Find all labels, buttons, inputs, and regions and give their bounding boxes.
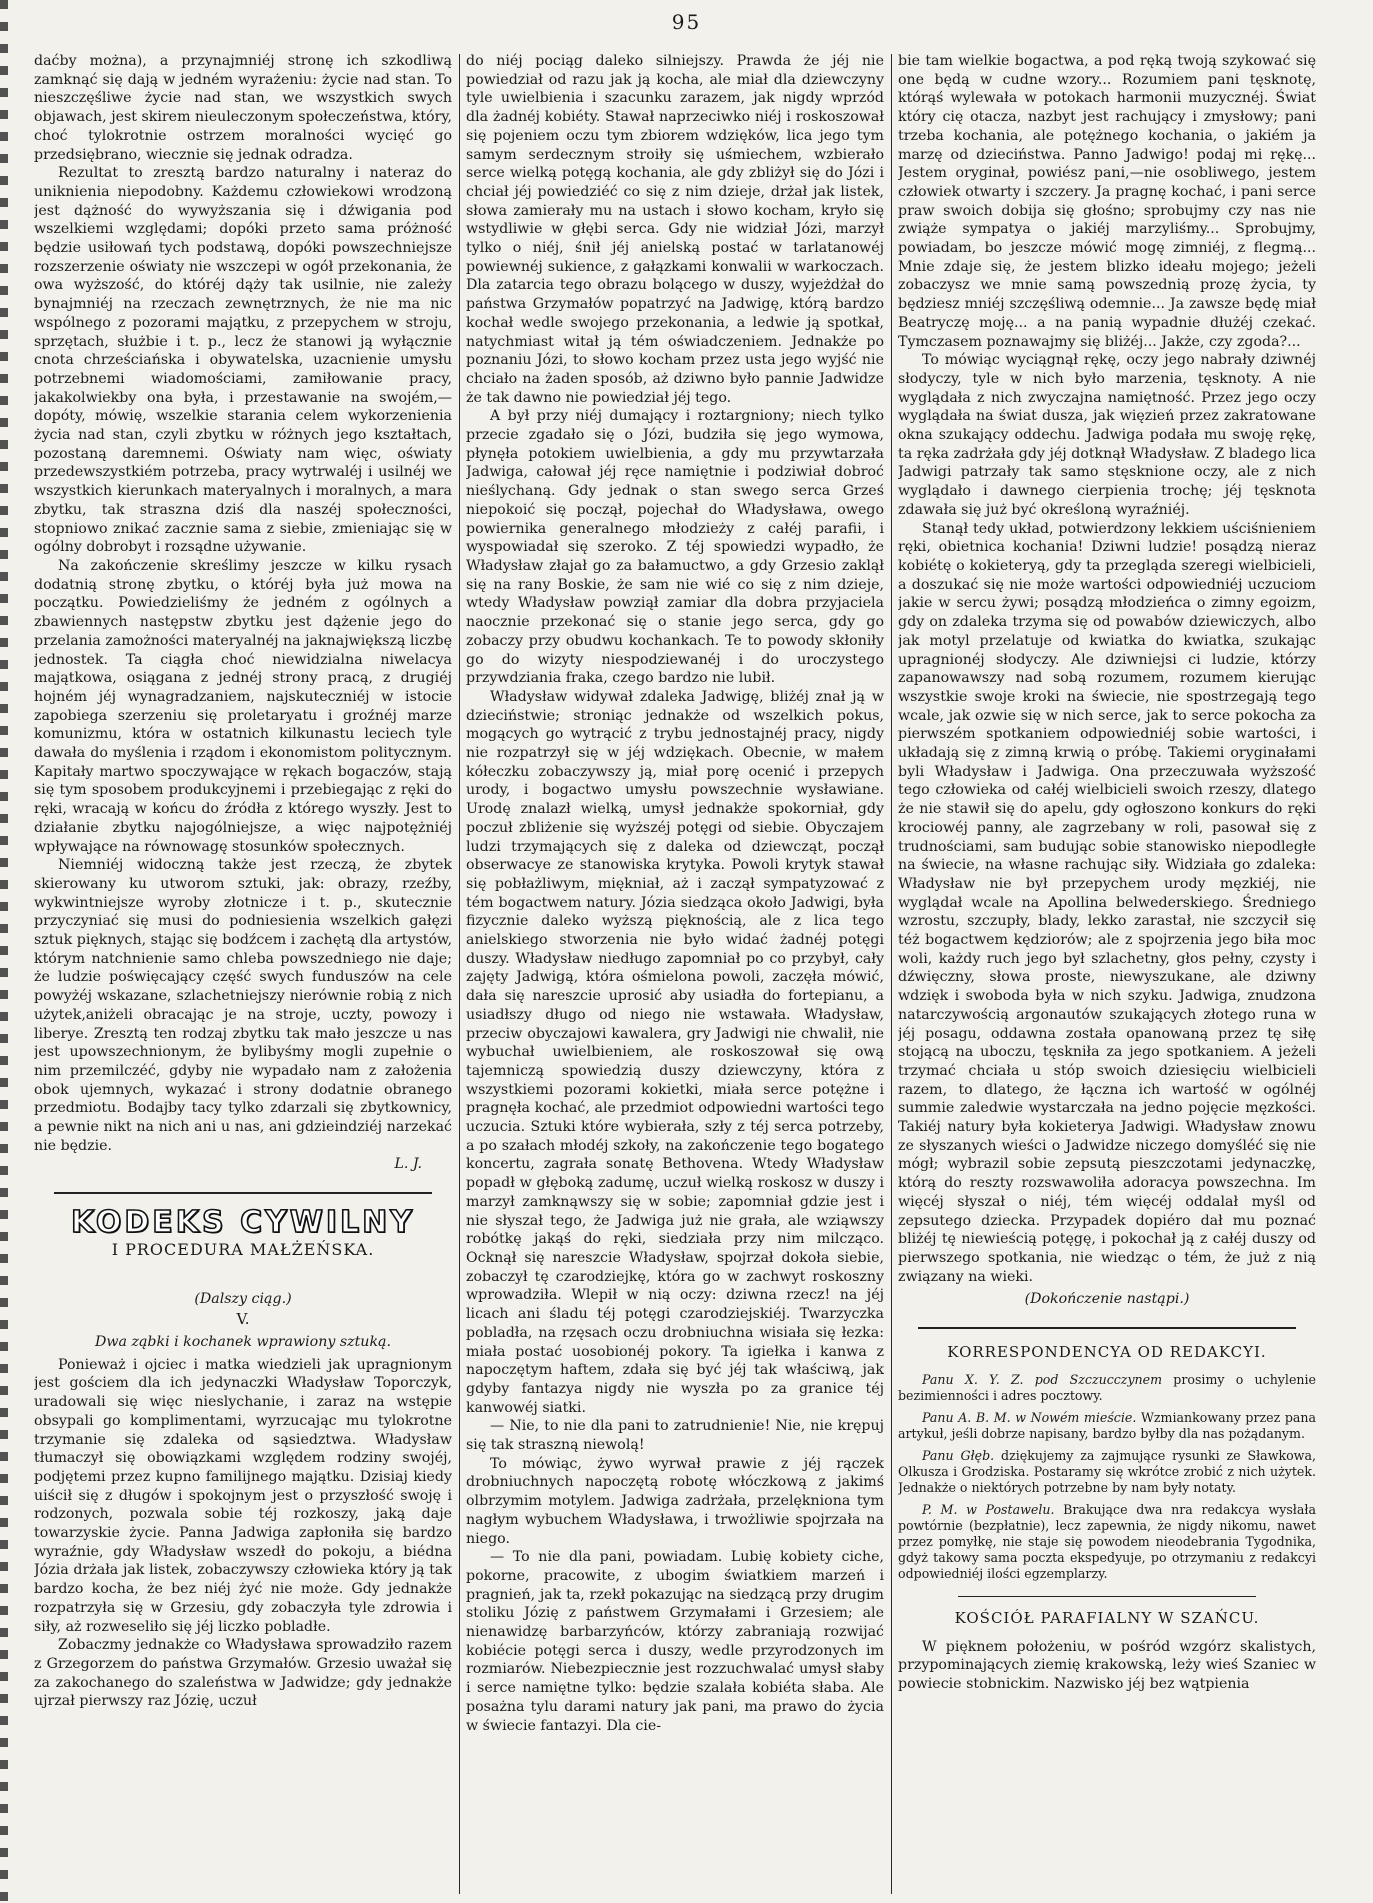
story-paragraph: Stanął tedy układ, potwierdzony lekkiem uściśnieniem ręki, obietnica kochania! Dziwni ludzie! posądzą nieraz kobiétę o kokieteryą, gdy ta przegląda szeregi wielbicieli, a doszukać się nie może wartości odpowiedniéj uczuciom jakie w sercu żywi; posądzą młodzieńca o zimny egoizm, gdy on zdaleka trzyma się od powabów dziewiczych, albo jak motyl przelatuje od kwiatka do kwiatka, szukając upragnionéj słodyczy. Ale dziwniejsi ci ludzie, którzy zapanowawszy nad sobą rozumem, rozumem kierując wszystkie swoje kroki na świecie, nie spostrzegają tego wcale, jak ozwie się w nich serce, jak to serce pokocha za pierwszém spotkaniem odpowiedniéj sobie wartości, i układają się z zimną krwią o próbę. Takiemi oryginałami byli Władysław i Jadwiga. Ona przeczuwała wyższość tego człowieka od całéj wielbicieli swoich rzeszy, dlatego że nie stawił się do apelu, gdy ogłoszono konkurs do ręki krociowéj panny, ale zagrzebany w roli, pasował się z trudnościami, sam budując sobie stanowisko niepodległe na świecie, na własne rachując siły. Widziała go zdaleka: Władysław nie był przepychem urody męzkiéj, nie wyglądał wcale na Apollina belwederskiego. Średniego wzrostu, szczupły, blady, lekko zarastał, nie szczycił się téż bogactwem kędziorów; ale z spojrzenia jego biła moc woli, każdy ruch jego był szlachetny, głos pełny, czysty i dźwięczny, słowa proste, niewyszukane, ale dziwny wdzięk i swoboda była w nich szyku. Jadwiga, znudzona natarczywością argonautów szukających złotego runa w jéj posagu, oddawna została opanowaną przez tę siłę stojącą na uboczu, tęskniła za jego spotkaniem. A jeżeli trzymać chciała u stóp swoich dziesięciu wielbicieli razem, to dlatego, że łączna ich wartość w ogólnéj summie zaledwie wystarczała na jedno pojęcie męzkości. Takiéj natury była kokieterya Jadwigi. Władysław znowu ze słyszanych wieści o Jadwidze niczego domyśléć się nie mógł; wybrazil sobie zepsutą pieszczotami jedynaczkę, którą do reszty rozswawoliła adoracya powszechna. Im więcéj słyszał o niéj, tém więcéj oddalał myśl od zepsutego dziecka. Przypadek dopiéro dał mu poznać bliżéj tę niewieścią potęgę, i pokochał ją z całéj duszy od pierwszego spotkania, nie wiedząc o tém, że już z nią związany na wieki. [898, 520, 1316, 1285]
story-paragraph: To mówiąc wyciągnął rękę, oczy jego nabrały dziwnéj słodyczy, tyle w nich było marzenia, tęsknoty. A nie wyglądała z nich zwyczajna namiętność. Przez jego oczy wyglądała na świat dusza, jak więzień przez zakratowane okna szukający oddechu. Jadwiga podała mu swoję rękę, ta ręka zadrżała gdy jéj dotknął Władysław. Z bladego lica Jadwigi patrzały tak samo stęsknione oczy, ale z nich wyglądało i dawnego cierpienia trochę; jéj tęsknota zdawała się już być określoną wyraźniéj. [898, 352, 1316, 518]
correspondence-text: dziękujemy za zajmujące rysunki ze Sławkowa, Olkusza i Grodziska. Postaramy się wkrótce zrobić z nich użytek. Jednakże o niektórych potrzebne by nam były notaty. [898, 1447, 1316, 1495]
section-rule [54, 1192, 432, 1194]
correspondence-text: prosimy o uchylenie bezimienności i adres pocztowy. [898, 1371, 1316, 1403]
column-3 [898, 52, 1316, 1897]
correspondence-text: Wzmiankowany przez pana artykuł, jeśli dobrze napisany, bardzo byłby dla nas pożądanym. [898, 1409, 1316, 1441]
correspondence-addressee: Panu X. Y. Z. pod Szczucczynem [922, 1371, 1163, 1387]
chapter-title: Dwa ząbki i kochanek wprawiony sztuką. [94, 1334, 392, 1350]
story-paragraph: Ponieważ i ojciec i matka wiedzieli jak upragnionym jest gościem dla ich jedynaczki Władysław Toporczyk, uradowali się więc nieslychanie, i zaraz na wstępie obsypali go komplimentami, wyrzucając mu tylokrotne trzymanie się zdaleka od sąsiedztwa. Władysław tłumaczył się obowiązkami względem rodziny swojéj, podjętemi przez kupno familijnego majątku. Dzisiaj kiedy uiścił się z długów i spokojnym jest o przyszłość swoję i rodzonych, pozwala sobie téj rozkoszy, jaką daje towarzyskie życie. Panna Jadwiga zapłoniła się bardzo wyraźnie, gdy Władysław wszedł do pokoju, a biédna Józia drżała jak listek, zobaczywszy człowieka który ją tak bardzo kocha, że bez niéj żyć nie może. Gdy jednakże rozpatrzyła się w Grzesiu, gdy zobaczyła tyle zdrowia i siły, aż rozweseliło się jéj liczko pobladłe. [34, 1356, 452, 1635]
article-paragraph: Niemniéj widoczną także jest rzeczą, że zbytek skierowany ku utworom sztuki, jak: obrazy, rzeźby, wykwintniejsze wyroby złotnicze i t. p., skutecznie przyczyniać się musi do podniesienia wszelkich gałęzi sztuk pięknych, stając się bodźcem i zachętą dla artystów, którym natchnienie samo chleba powszedniego nie daje; że ludzie poświęcający część swych funduszów na cele powyżéj wskazane, szlachetniejszy nierównie robią z nich użytek,aniżeli obracając je na stroje, uczty, powozy i liberye. Zresztą ten rodzaj zbytku tak mało jeszcze u nas jest upowszechnionym, że bylibyśmy mogli zupełnie o nim przemilczéć, gdyby nie wypadało nam z założenia obok ujemnych, wykazać i strony dodatnie obranego przedmiotu. Bodajby tacy tylko zdarzali się zbytkownicy, a pewnie nikt na nich ani u nas, ani gdzieindziéj narzekać nie będzie. [34, 857, 452, 1154]
correspondence-item [898, 1502, 1316, 1582]
correspondence-item [898, 1372, 1316, 1404]
story-subtitle: I PROCEDURA MAŁŻEŃSKA. [111, 1239, 375, 1259]
column-1 [34, 52, 452, 1897]
continued-note: (Dalszy ciąg.) [194, 1290, 292, 1307]
correspondence-addressee: Panu Głęb. [922, 1447, 995, 1463]
story-paragraph: bie tam wielkie bogactwa, a pod ręką twoją szykować się one będą w cudne wzory... Rozumiem pani tęsknotę, którąś wylewała w potokach harmonii muzycznéj. Świat który cię otacza, nazbyt jest rachujący i zmysłowy; pani trzeba kochania, ale potężnego kochania, o jakiém ja marzę od dzieciństwa. Panno Jadwigo! podaj mi rękę... Jestem oryginał, powiész pani,—nie osobliwego, jestem człowiek otwarty i szczery. Ja pragnę kochać, i pani serce praw swoich dobija się głośno; sprobujmy czy nas nie zwiąże sympatya o jakiéj marzyliśmy... Sprobujmy, powiadam, bo jeszcze mówić mogę zimniéj, z flegmą... Mnie zdaje się, że jestem blizko ideału mojego; jeżeli zobaczysz we mnie samą powszednią prozę życia, ty będziesz mniéj szczęśliwą odemnie... Ja zawsze będę miał Beatryczę moję... a na panią wypadnie dłużéj czekać. Tymczasem poznawajmy się bliżéj... Jakże, czy zgoda?... [898, 53, 1316, 350]
correspondence-addressee: P. M. w Postawelu. [922, 1501, 1055, 1517]
story-paragraph: do niéj pociąg daleko silniejszy. Prawda że jéj nie powiedział od razu jak ją kocha, ale miał dla dziewczyny tyle uwielbienia i szacunku zarazem, jak nigdy wprzód dla żadnéj kobiéty. Stawał naprzeciwko niéj i roskoszował się pojeniem oczu tym zbiorem wdzięków, lica jego tym samym serdecznym stroiły się uśmiechem, wzbierało serce wielką potęgą kochania, ale gdy zbliżył się do Józi i chciał jéj powiedziéć co się z nim dzieje, drżał jak listek, słowa zamierały mu na ustach i słowo kocham, kryło się wstydliwie w głębi serca. Gdy nie widział Józi, marzył tylko o niéj, śnił jéj anielską postać w tarlatanowéj powiewnéj sukience, z gałązkami konwalii w warkoczach. Dla zatarcia tego obrazu bolącego w duszy, wyjeżdżał do państwa Grzymałów popatrzyć na Jadwigę, którą bardzo kochał wedle swojego przekonania, a ledwie ją spotkał, natychmiast witał ją tém oświadczeniem. Jednakże po poznaniu Józi, to słowo kocham przez usta jego wyjść nie chciało na żaden sposób, aż dziwno było pannie Jadwidze że tak dawno nie powiedział jéj tego. [466, 53, 884, 406]
correspondence-item [898, 1410, 1316, 1442]
correspondence-text: Brakujące dwa nra redakcya wysłała powtórnie (bezpłatnie), lecz zapewnia, że nigdy nikomu, nawet przez pomyłkę, nie staje się powodem nieodebrania Tygodnika, gdyż takowy sama poczta ekspedyuje, po otrzymaniu z redakcyi odpowiedniéj ilości egzemplarzy. [898, 1501, 1316, 1581]
page-number: 95 [671, 10, 702, 34]
story-title: KODEKS CYWILNY [70, 1205, 416, 1241]
story-paragraph: Zobaczmy jednakże co Władysława sprowadziło razem z Grzegorzem do państwa Grzymałów. Grzesio uważał się za zakochanego do szaleństwa w Jadwidze; gdy jednakże ujrzał pierwszy raz Józię, uczuł [34, 1637, 452, 1710]
column-2 [466, 52, 884, 1897]
story-paragraph: To mówiąc, żywo wyrwał prawie z jéj rączek drobniuchnych napoczętą robotę włóczkową z jakimś olbrzymim motylem. Jadwiga zadrżała, przelękniona tym nagłym wybuchem Władysława, i trwożliwie spojrzała na niego. [466, 1455, 884, 1547]
article-paragraph: daćby można), a przynajmniéj stronę ich szkodliwą zamknąć się dają w jedném wyrażeniu: życie nad stan. To nieszczęśliwe życie nad stan, we wszystkich swych objawach, jest skirem nieuleczonym społeczeństwa, który, choć tylokrotnie ostrzem moralności wycięć go przedsiębrano, wiecznie się jednak odradza. [34, 53, 452, 163]
church-article-title: KOŚCIÓŁ PARAFIALNY W SZAŃCU. [954, 1608, 1260, 1627]
correspondence-title: KORRESPONDENCYA OD REDAKCYI. [947, 1343, 1267, 1362]
section-rule [918, 1327, 1296, 1329]
story-paragraph: — Nie, to nie dla pani to zatrudnienie! Nie, nie krępuj się tak straszną niewolą! [466, 1418, 884, 1454]
story-paragraph: A był przy niéj dumający i roztargniony; niech tylko przecie zgadało się o Józi, budziła się jego wymowa, płynęła potokiem uwielbienia, a gdy mu przywtarzała Jadwiga, całował jéj ręce namiętnie i podziwiał dobroć nieślychaną. Gdy jednak o stan swego serca Grześ niepokoić się począł, pojechał do Władysława, owego powiernika generalnego młodzieży z całéj parafii, i wyspowiadał się szeroko. Z téj spowiedzi wypadło, że Władysław złajał go za bałamuctwo, a gdy Grzesio zaklął się na rany Boskie, że sam nie wié co się z nim dzieje, wtedy Władysław powziął zamiar dla dobra przyjaciela naocznie przekonać się o stanie jego serca, gdy go zobaczy przy obudwu kochankach. Te to powody skłoniły go do wizyty niespodziewanéj i do uroczystego przywdziania fraka, czego bardzo nie lubił. [466, 408, 884, 687]
article-paragraph: Rezultat to zresztą bardzo naturalny i nateraz do uniknienia niepodobny. Każdemu człowiekowi wrodzoną jest dążność do wywyższania się i dźwigania pod wszelkiemi względami; dopóki przeto sama próżność będzie usiłowań tych podstawą, dopóki powszechniejsze rozszerzenie oświaty nie wszczepi w ogół przekonania, że owa wyższość, do któréj dąży tak usilnie, nie zależy bynajmniéj na rzeczach zewnętrznych, że nie ma nic wspólnego z pozorami majątku, z przepychem w stroju, sprzętach, służbie i t. p., lecz że stanowi ją wyłącznie cnota chrześciańska i obywatelska, uzacnienie umysłu potrzebnemi wiadomościami, zamiłowanie pracy, jakakolwiekby ona była, i przestawanie na swojém,—dopóty, mówię, wszelkie starania celem wykorzenienia życia nad stan, czyli zbytku w różnych jego kształtach, pozostaną daremnemi. Oświaty nam więc, oświaty przedewszystkiém potrzeba, pracy wytrwaléj i usilnéj we wszystkich kierunkach materyalnych i moralnych, a mara zbytku, tak straszna dziś dla naszéj społeczności, stopniowo znikać zacznie sama z siebie, zmieniając się w ogólny dobrobyt i rozsądne używanie. [34, 165, 452, 556]
story-paragraph: — To nie dla pani, powiadam. Lubię kobiety ciche, pokorne, pracowite, z ubogim światkiem marzeń i pragnień, jak ta, rzekł pokazując na siedzącą przy drugim stoliku Józię z państwem Grzymałami i Grzesiem; ale nienawidzę barbarzyńców, którzy zabraniają rozwijać kobiécie potęgi serca i duszy, wedle przyrodzonych im rozmiarów. Niebezpiecznie jest rozzuchwalać umysł słaby i serce namiętne tylko: będzie szalała kobiéta słaba. Ale posażna tylu darami natury jak pani, ma prawo do życia w świecie fantazyi. Dla cie- [466, 1549, 884, 1734]
to-be-concluded-note: (Dokończenie nastąpi.) [1024, 1291, 1190, 1308]
section-rule [958, 1596, 1256, 1597]
story-paragraph: Władysław widywał zdaleka Jadwigę, bliżéj znał ją w dzieciństwie; stroniąc jednakże od wszelkich pokus, mogących go wytrącić z trybu jednostajnéj pracy, nigdy nie rozpatrzył się w jéj wdziękach. Obecnie, w małem kółeczku zobaczywszy ją, miał porę ocenić i przepych urody, i bogactwo umysłu powszechnie wysławiane. Urodę znalazł wielką, umysł jednakże spokorniał, gdy poczuł zbliżenie się wyższéj potęgi od siebie. Obyczajem ludzi trzymających się z daleka od dziewcząt, począł obserwacye ze stanowiska krytyka. Powoli krytyk stawał się pobłażliwym, miękniał, aż i zaczął sympatyzować z tém bogactwem natury. Józia siedząca około Jadwigi, była fizycznie daleko wyższą pięknością, ale z lica tego anielskiego stworzenia nie było widać żadnéj potęgi duszy. Władysław niedługo zapomniał po co przybył, cały zajęty Jadwigą, która ośmielona powoli, zaczęła mówić, dała się nareszcie uprosić aby usiadła do fortepianu, a usiadłszy długo od niego nie wstawała. Władysław, przeciw obyczajowi kawalera, gry Jadwigi nie chwalił, nie wybuchał uwielbieniem, ale roskoszował się ową tajemniczą spowiedzią duszy dziewczyny, która z wszystkiemi pozorami kokietki, miała serce potężne i pragnęła kochać, ale przedmiot odpowiedni wartości tego uczucia. Sztuki które wybierała, szły z téj serca potrzeby, a po szałach młodéj szkoły, na zakończenie tego bogatego koncertu, zagrała sonatę Bethovena. Wtedy Władysław popadł w głęboką zadumę, uczuł wielką roskosz w duszy i marzył zamknąwszy się w sobie; zapomniał gdzie jest i nie słyszał tego, że Jadwiga już nie grała, ale wziąwszy robótkę jakąś do ręki, siedziała przy nim milcząco. Ocknął się nareszcie Władysław, spojrzał dokoła siebie, zobaczył tę czarodziejkę, która go w zachwyt roskoszny wprowadziła. Wlepił w nią oczy: dziwna rzecz! na jéj licach ani śladu téj potęgi czarodziejskiéj. Twarzyczka pobladła, na rzęsach oczu drobniuchna wisiała się łezka: miała postać uosobionéj pokory. Ta igiełka i kanwa z napoczętym haftem, zdała się być jéj tak właściwą, jak gdyby fantazya nigdy nie wyszła po za granice téj kanwowéj siatki. [466, 688, 884, 1416]
article-signature: L. J. [394, 1156, 422, 1173]
binding-edge [0, 0, 8, 1903]
article-paragraph: Na zakończenie skreślimy jeszcze w kilku rysach dodatnią stronę zbytku, o któréj była już mowa na początku. Powiedzieliśmy że jedném z ogólnych a zbawiennych następstw zbytku jest dążenie jego do przelania zamożności materyalnéj na jaknajwiększą liczbę jednostek. Ta ciągła choć niewidzialna niwelacya majątkowa, osiągana z jednéj strony pracą, z drugiéj hojném jéj wynagradzaniem, najskuteczniéj w istocie zapobiega szerzeniu się proletaryatu i groźnéj marze komunizmu, która w ostatnich kilkunastu leciech tyle dawała do myślenia i rządom i ekonomistom politycznym. Kapitały martwo spoczywające w rękach bogaczów, stają się tym sposobem produkcyjnemi i przebiegając z ręki do ręki, wracają w końcu do źródła z którego wyszły. Jest to działanie zbytku najogólniejsze, a więc najpotężniéj wpływające na równowagę stosunków społecznych. [34, 557, 452, 855]
chapter-number: V. [236, 1310, 250, 1329]
church-paragraph: W pięknem położeniu, w pośród wzgórz skalistych, przypominających ziemię krakowską, leży wieś Szaniec w powiecie stobnickim. Nazwisko jéj bez wątpienia [898, 1638, 1316, 1692]
column-divider [459, 54, 460, 1894]
correspondence-addressee: Panu A. B. M. w Nowém mieście. [922, 1409, 1137, 1425]
column-divider [891, 54, 892, 1894]
correspondence-item [898, 1448, 1316, 1496]
